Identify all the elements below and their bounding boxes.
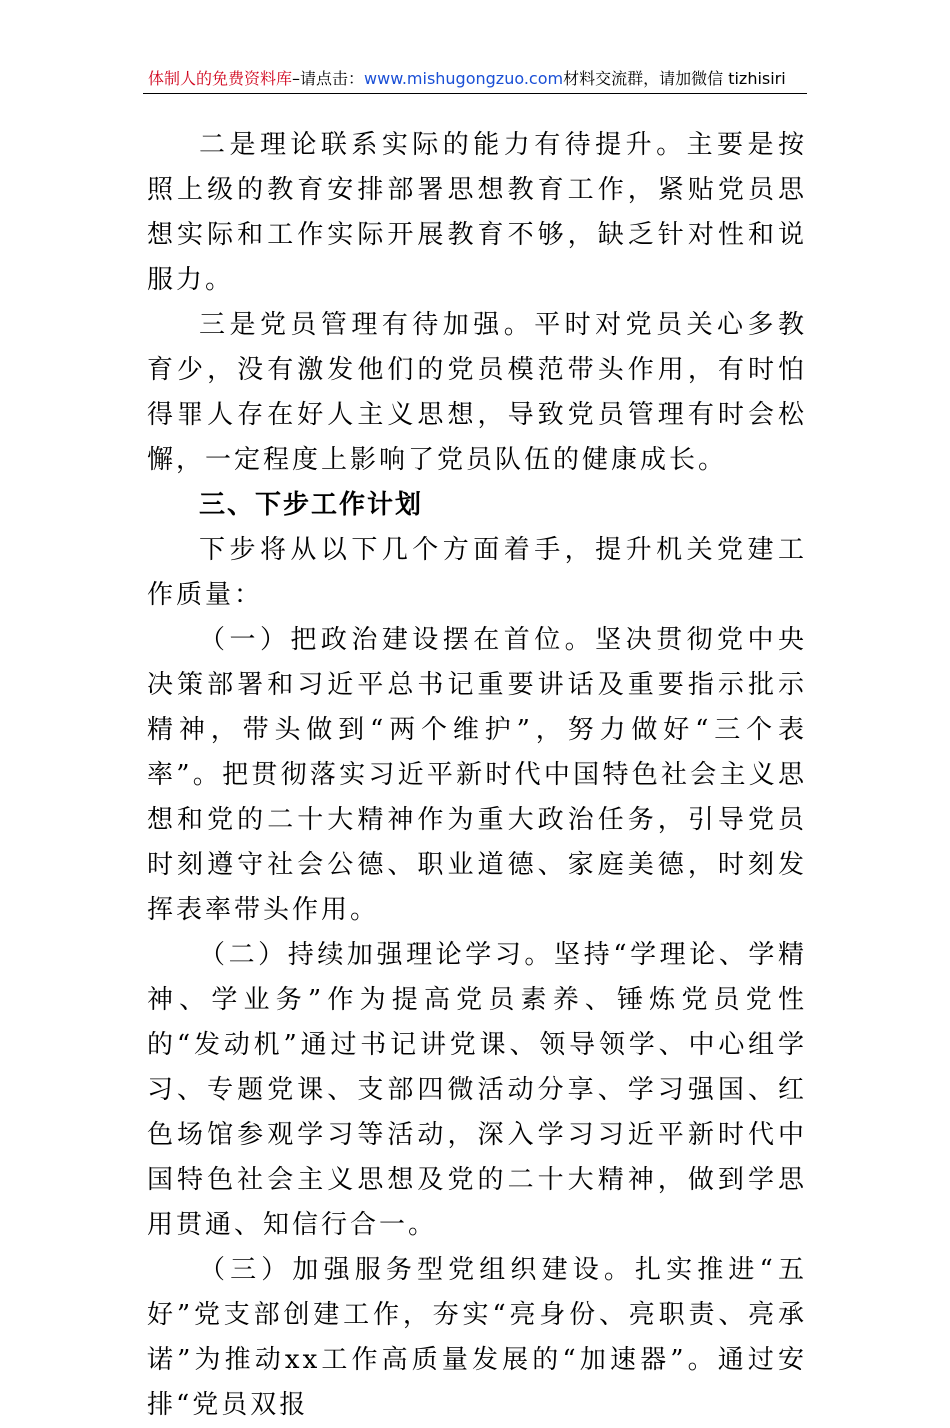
header-brand: 体制人的免费资料库: [148, 69, 293, 88]
header-divider: [143, 93, 807, 94]
page-header: [148, 68, 808, 90]
paragraph-member-management: 三是党员管理有待加强。平时对党员关心多教育少，没有激发他们的党员模范带头作用，有时怕得罪人存在好人主义思想，导致党员管理有时会松懈，一定程度上影响了党员队伍的健康成长。: [147, 310, 807, 475]
header-url-link[interactable]: www.mishugongzuo.com: [364, 69, 564, 88]
paragraph-plan-intro: 下步将从以下几个方面着手，提升机关党建工作质量：: [147, 535, 807, 610]
paragraph-plan-one: （一）把政治建设摆在首位。坚决贯彻党中央决策部署和习近平总书记重要讲话及重要指示批示精神，带头做到“两个维护”，努力做好“三个表率”。把贯彻落实习近平新时代中国特色社会主义思想和党的二十大精神作为重大政治任务，引导党员时刻遵守社会公德、职业道德、家庭美德，时刻发挥表率带头作用。: [147, 625, 807, 925]
paragraph-theory-practice: 二是理论联系实际的能力有待提升。主要是按照上级的教育安排部署思想教育工作，紧贴党员思想实际和工作实际开展教育不够，缺乏针对性和说服力。: [147, 130, 807, 295]
document-body: [147, 123, 807, 1428]
section-heading-next-plan: 三、下步工作计划: [199, 490, 424, 520]
paragraph-plan-three: （三）加强服务型党组织建设。扎实推进“五好”党支部创建工作，夯实“亮身份、亮职责、亮承诺”为推动xx工作高质量发展的“加速器”。通过安排“党员双报: [147, 1255, 807, 1420]
paragraph-plan-two: （二）持续加强理论学习。坚持“学理论、学精神、学业务”作为提高党员素养、锤炼党员党性的“发动机”通过书记讲党课、领导领学、中心组学习、专题党课、支部四微活动分享、学习强国、红色场馆参观学习等活动，深入学习习近平新时代中国特色社会主义思想及党的二十大精神，做到学思用贯通、知信行合一。: [147, 940, 807, 1240]
header-tail: 材料交流群，请加微信 tizhisiri: [563, 69, 786, 88]
header-prompt: –请点击：: [292, 69, 365, 88]
